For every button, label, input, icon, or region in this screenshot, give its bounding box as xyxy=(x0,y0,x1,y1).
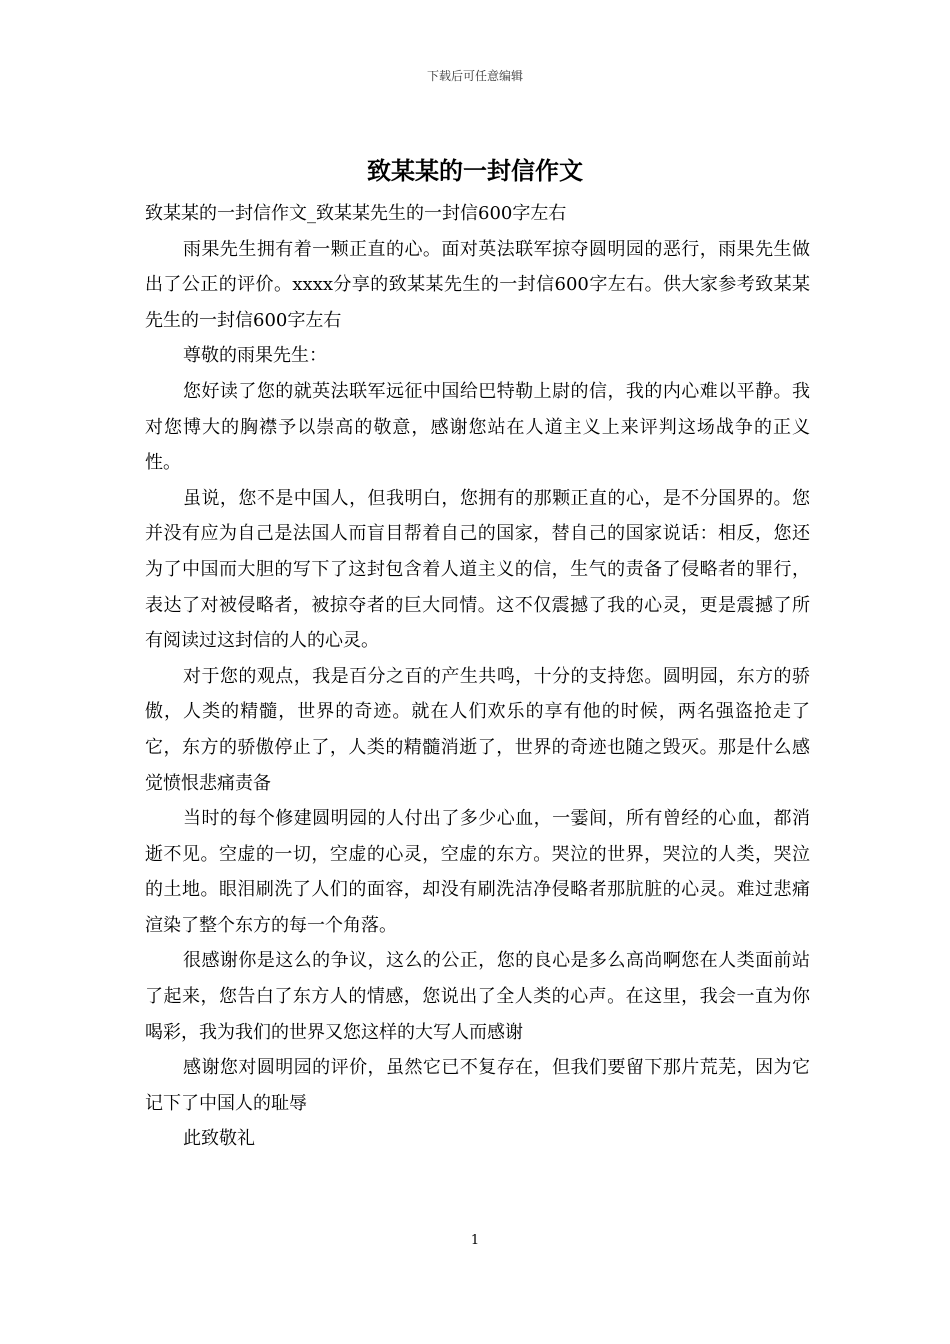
paragraph-body: 当时的每个修建圆明园的人付出了多少心血，一霎间，所有曾经的心血，都消逝不见。空虚的一切，空虚的心灵，空虚的东方。哭泣的世界，哭泣的人类，哭泣的土地。眼泪刷洗了人们的面容，却没有刷洗洁净侵略者那肮脏的心灵。难过悲痛渲染了整个东方的每一个角落。 xyxy=(145,808,810,936)
paragraph-body: 对于您的观点，我是百分之百的产生共鸣，十分的支持您。圆明园，东方的骄傲，人类的精髓，世界的奇迹。就在人们欢乐的享有他的时候，两名强盗抢走了它，东方的骄傲停止了，人类的精髓消逝了，世界的奇迹也随之毁灭。那是什么感觉愤恨悲痛责备 xyxy=(145,665,810,794)
paragraph-body: 虽说，您不是中国人，但我明白，您拥有的那颗正直的心，是不分国界的。您并没有应为自己是法国人而盲目帮着自己的国家，替自己的国家说话：相反，您还为了中国而大胆的写下了这封包含着人道主义的信，生气的责备了侵略者的罪行，表达了对被侵略者，被掠夺者的巨大同情。这不仅震撼了我的心灵，更是震撼了所有阅读过这封信的人的心灵。 xyxy=(145,487,810,652)
paragraph-body: 很感谢你是这么的争议，这么的公正，您的良心是多么高尚啊您在人类面前站了起来，您告白了东方人的情感，您说出了全人类的心声。在这里，我会一直为你喝彩，我为我们的世界又您这样的大写人而感谢 xyxy=(145,950,810,1043)
document-title: 致某某的一封信作文 xyxy=(367,156,583,185)
paragraph-salutation: 尊敬的雨果先生： xyxy=(183,345,327,367)
paragraph-body: 您好读了您的就英法联军远征中国给巴特勒上尉的信，我的内心难以平静。我对您博大的胸襟予以崇高的敬意，感谢您站在人道主义上来评判这场战争的正义性。 xyxy=(145,380,810,474)
document-subtitle: 致某某的一封信作文_致某某先生的一封信600字左右 xyxy=(145,203,567,224)
page-header: 下载后可任意编辑 xyxy=(426,69,523,83)
paragraph-closing: 此致敬礼 xyxy=(183,1128,255,1150)
paragraph-body: 感谢您对圆明园的评价，虽然它已不复存在，但我们要留下那片荒芜，因为它记下了中国人的耻辱 xyxy=(145,1057,810,1114)
document-body xyxy=(145,196,810,1157)
paragraph-intro: 雨果先生拥有着一颗正直的心。面对英法联军掠夺圆明园的恶行，雨果先生做出了公正的评价。xxxx分享的致某某先生的一封信600字左右。供大家参考致某某先生的一封信600字左右 xyxy=(145,238,810,331)
page-number: 1 xyxy=(470,1233,480,1248)
